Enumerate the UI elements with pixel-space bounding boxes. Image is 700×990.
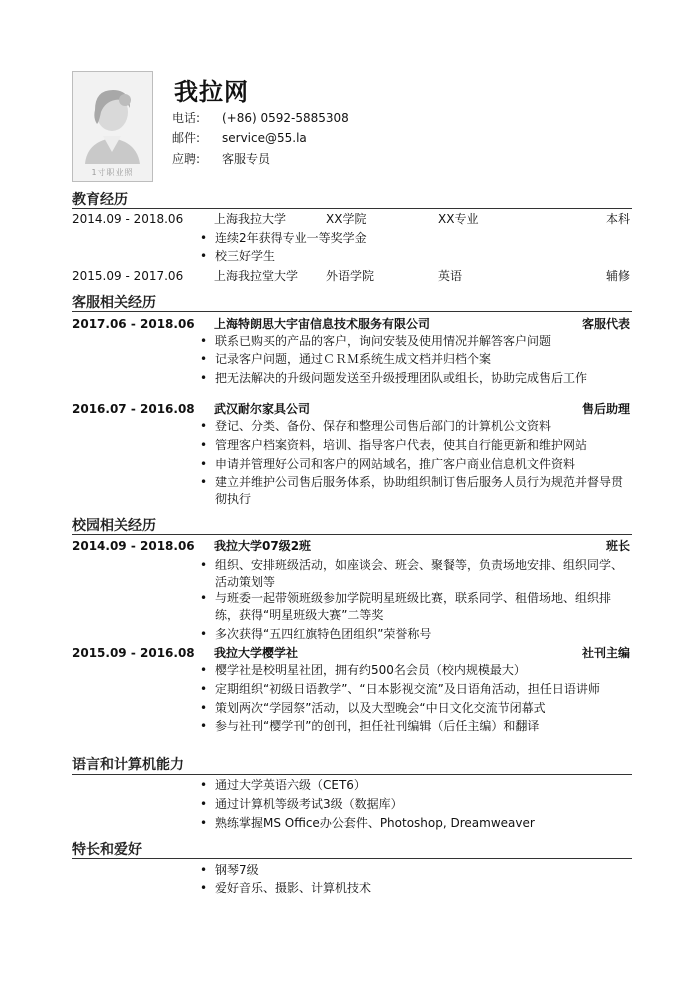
education-date: 2014.09 - 2018.06: [72, 212, 184, 226]
list-item: • 管理客户档案资料，培训、指导客户代表，使其自行能更新和维护网站: [200, 438, 588, 452]
education-row: [72, 211, 630, 227]
list-item: • 樱学社是校明星社团，拥有约500名会员（校内规模最大）: [200, 663, 526, 677]
candidate-name: 我拉网: [174, 78, 249, 106]
education-major: 英语: [438, 269, 463, 283]
list-item: • 申请并管理好公司和客户的网站域名，推广客户商业信息机文件资料: [200, 457, 576, 471]
email-label: 邮件:: [172, 131, 201, 145]
work-date: 2016.07 - 2016.08: [72, 402, 195, 416]
apply-line: [172, 151, 270, 167]
section-title-education: 教育经历: [72, 192, 128, 208]
section-divider: [72, 534, 632, 535]
campus-row: [72, 645, 630, 661]
email-value: service@55.la: [222, 131, 307, 145]
work-role: 售后助理: [581, 402, 630, 416]
education-degree: 本科: [605, 212, 630, 226]
profile-photo: [72, 71, 153, 182]
work-org: 上海特朗思大宇宙信息技术服务有限公司: [214, 317, 431, 331]
list-item: • 熟练掌握MS Office办公套件、Photoshop, Dreamweaver: [200, 816, 535, 830]
list-item: • 联系已购买的产品的客户，询问安装及使用情况并解答客户问题: [200, 334, 552, 348]
section-title-work: 客服相关经历: [72, 295, 156, 311]
education-degree: 辅修: [605, 269, 630, 283]
section-divider: [72, 208, 632, 209]
campus-date: 2015.09 - 2016.08: [72, 646, 195, 660]
work-row: [72, 401, 630, 417]
phone-label: 电话:: [172, 111, 201, 125]
list-item: • 校三好学生: [200, 249, 276, 263]
phone-value: (+86) 0592-5885308: [222, 111, 349, 125]
list-item: • 与班委一起带领班级参加学院明星班级比赛，联系同学、租借场地、组织排练，获得“明星班级大赛”二等奖: [200, 591, 612, 622]
photo-caption: 1寸职业照: [91, 168, 134, 177]
education-college: 外语学院: [326, 269, 375, 283]
list-item: • 记录客户问题，通过ＣＲＭ系统生成文档并归档个案: [200, 352, 492, 366]
list-item: • 多次获得“五四红旗特色团组织”荣誉称号: [200, 627, 432, 641]
education-school: 上海我拉堂大学: [214, 269, 299, 283]
education-school: 上海我拉大学: [214, 212, 287, 226]
phone-line: [172, 110, 349, 126]
campus-role: 社刊主编: [581, 646, 630, 660]
work-row: [72, 316, 630, 332]
list-item: • 连续2年获得专业一等奖学金: [200, 231, 367, 245]
campus-role: 班长: [605, 539, 630, 553]
list-item: • 把无法解决的升级问题发送至升级授理团队或组长，协助完成售后工作: [200, 371, 588, 385]
education-date: 2015.09 - 2017.06: [72, 269, 184, 283]
list-item: • 定期组织“初级日语教学”、“日本影视交流”及日语角活动，担任日语讲师: [200, 682, 600, 696]
section-divider: [72, 858, 632, 859]
list-item: • 爱好音乐、摄影、计算机技术: [200, 881, 372, 895]
apply-label: 应聘:: [172, 152, 201, 166]
education-college: XX学院: [326, 212, 367, 226]
campus-org: 我拉大学07级2班: [214, 539, 312, 553]
work-role: 客服代表: [581, 317, 630, 331]
list-item: • 钢琴7级: [200, 863, 259, 877]
list-item: • 策划两次“学园祭”活动，以及大型晚会“中日文化交流节闭幕式: [200, 701, 546, 715]
list-item: • 登记、分类、备份、保存和整理公司售后部门的计算机公文资料: [200, 419, 552, 433]
education-row: [72, 268, 630, 284]
email-line: [172, 130, 307, 146]
section-title-hobbies: 特长和爱好: [72, 842, 142, 858]
list-item: • 通过计算机等级考试3级（数据库）: [200, 797, 403, 811]
section-title-skills: 语言和计算机能力: [72, 757, 184, 773]
list-item: • 建立并维护公司售后服务体系，协助组织制订售后服务人员行为规范并督导贯彻执行: [200, 475, 624, 506]
campus-row: [72, 538, 630, 554]
campus-date: 2014.09 - 2018.06: [72, 539, 195, 553]
section-divider: [72, 311, 632, 312]
person-silhouette-icon: [73, 72, 152, 181]
campus-org: 我拉大学樱学社: [214, 646, 299, 660]
work-org: 武汉耐尔家具公司: [214, 402, 311, 416]
section-title-campus: 校园相关经历: [72, 518, 156, 534]
list-item: • 参与社刊“樱学刊”的创刊，担任社刊编辑（后任主编）和翻译: [200, 719, 540, 733]
list-item: • 通过大学英语六级（CET6）: [200, 778, 366, 792]
section-divider: [72, 774, 632, 775]
apply-value: 客服专员: [222, 152, 271, 166]
list-item: • 组织、安排班级活动，如座谈会、班会、聚餐等，负责场地安排、组织同学、活动策划等: [200, 558, 624, 589]
work-date: 2017.06 - 2018.06: [72, 317, 195, 331]
education-major: XX专业: [438, 212, 479, 226]
